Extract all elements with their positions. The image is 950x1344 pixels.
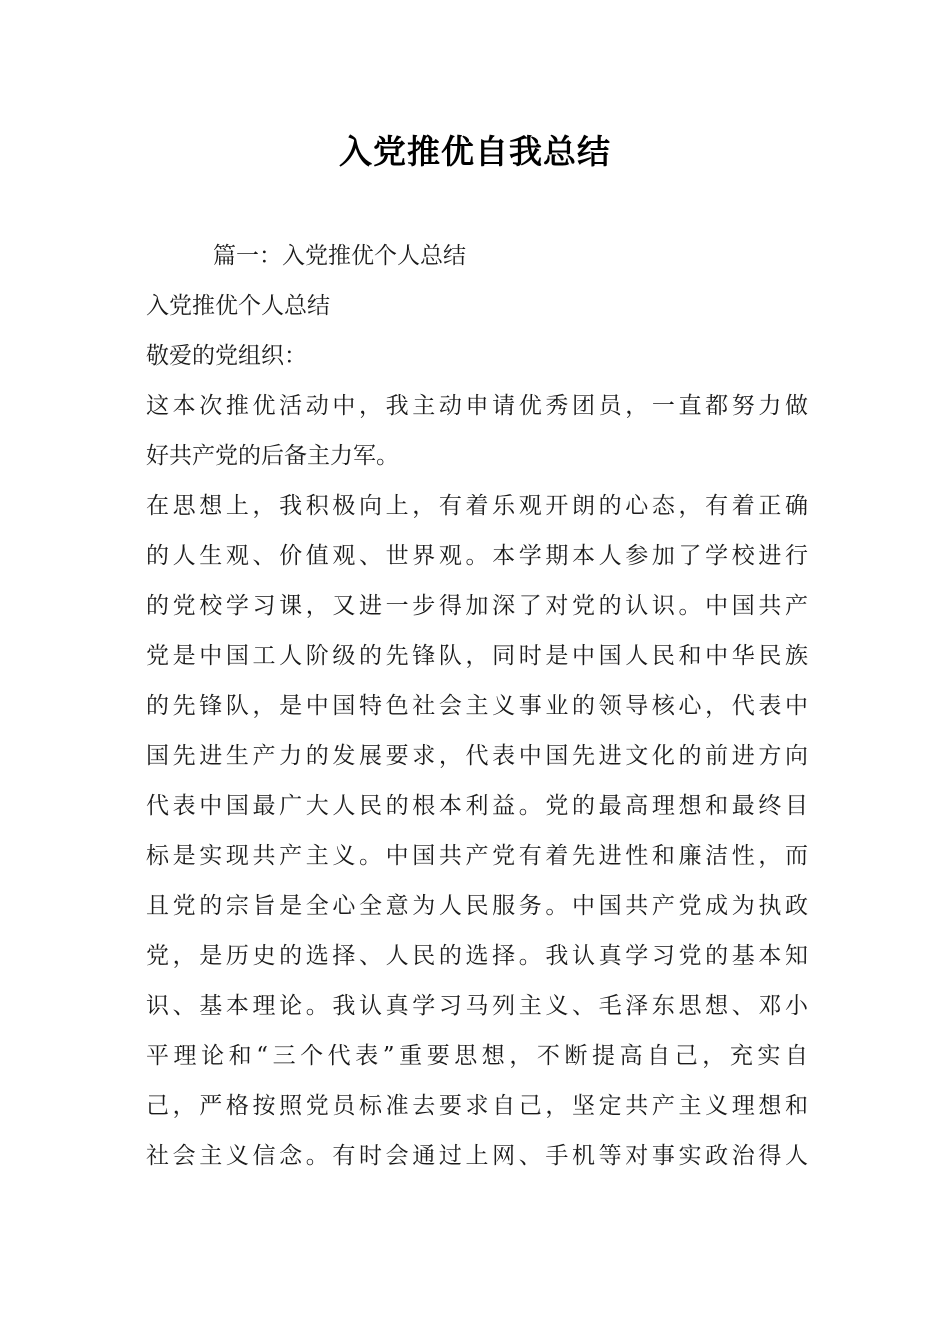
body-line: 这本次推优活动中，我主动申请优秀团员，一直都努力做 (146, 393, 808, 419)
body-line: 且党的宗旨是全心全意为人民服务。中国共产党成为执政 (146, 893, 808, 919)
body-line: 的党校学习课，又进一步得加深了对党的认识。中国共产 (146, 593, 808, 619)
body-line: 代表中国最广大人民的根本利益。党的最高理想和最终目 (146, 793, 808, 819)
body-line: 己，严格按照党员标准去要求自己，坚定共产主义理想和 (146, 1093, 808, 1119)
body-line: 好共产党的后备主力军。 (146, 443, 399, 469)
body-line: 国先进生产力的发展要求，代表中国先进文化的前进方向 (146, 743, 808, 769)
body-line: 的人生观、价值观、世界观。本学期本人参加了学校进行 (146, 543, 808, 569)
body-line: 在思想上，我积极向上，有着乐观开朗的心态，有着正确 (146, 493, 808, 519)
body-line: 社会主义信念。有时会通过上网、手机等对事实政治得人 (146, 1143, 808, 1169)
body-line: 标是实现共产主义。中国共产党有着先进性和廉洁性，而 (146, 843, 808, 869)
document-title: 入党推优自我总结 (339, 132, 611, 171)
body-line: 识、基本理论。我认真学习马列主义、毛泽东思想、邓小 (146, 993, 808, 1019)
body-line: 篇一：入党推优个人总结 (213, 243, 466, 269)
body-line: 党，是历史的选择、人民的选择。我认真学习党的基本知 (146, 943, 808, 969)
body-line: 党是中国工人阶级的先锋队，同时是中国人民和中华民族 (146, 643, 808, 669)
document-body (146, 231, 808, 1181)
body-line: 平理论和“三个代表”重要思想，不断提高自己，充实自 (146, 1043, 808, 1069)
body-line: 的先锋队，是中国特色社会主义事业的领导核心，代表中 (146, 693, 808, 719)
body-line: 敬爱的党组织： (146, 343, 307, 369)
body-line: 入党推优个人总结 (146, 293, 330, 319)
